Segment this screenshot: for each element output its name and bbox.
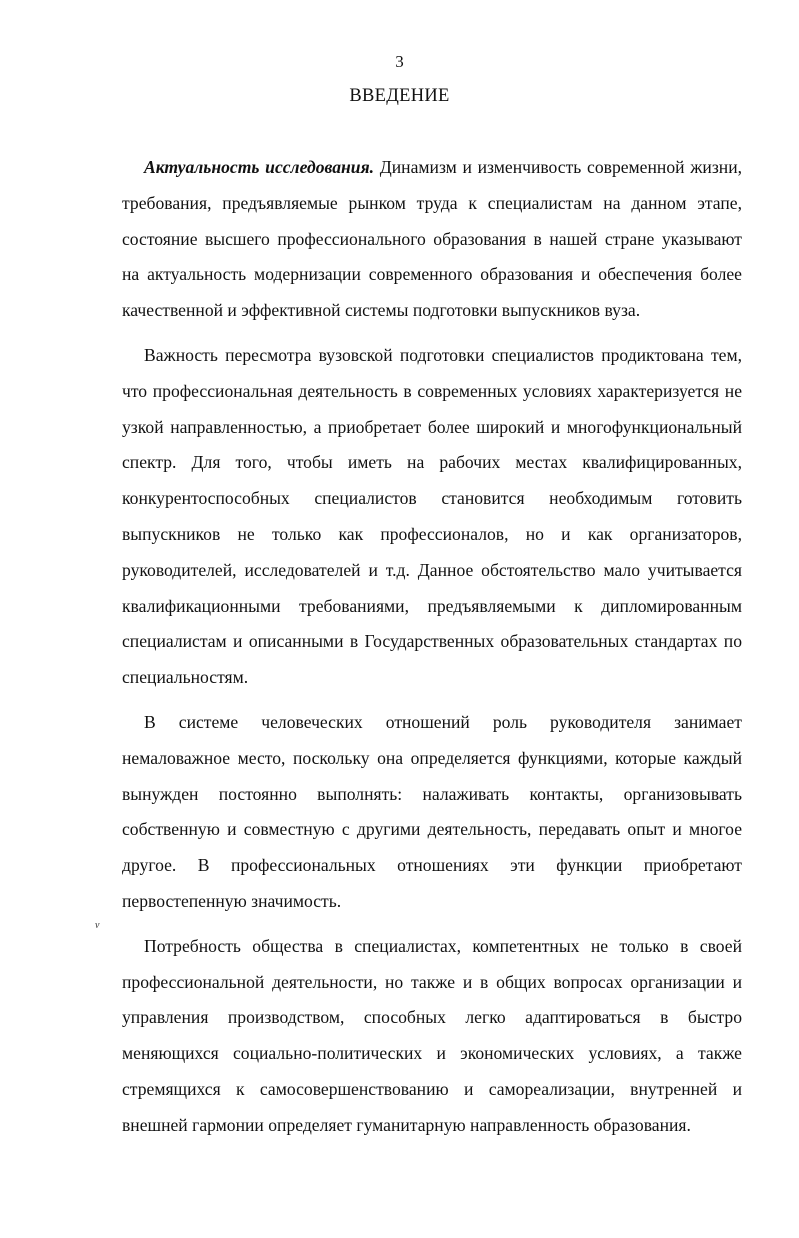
page-number: 3 [395,52,404,71]
margin-mark: v [95,920,100,931]
section-title: ВВЕДЕНИЕ [349,86,450,106]
paragraph-text: Динамизм и изменчивость современной жизни, требования, предъявляемые рынком труда к специалистам на данном этапе, состояние высшего профессионального образования в нашей стране указывают на актуальность модернизации современного образования и обеспечения более качественной и эффективной системы подготовки выпускников вуза. [122,157,743,321]
paragraph-text: Потребность общества в специалистах, компетентных не только в своей профессиональной деятельности, но также и в общих вопросах организации и управления производством, способных легко адаптироваться в быстро меняющихся социально-политических и экономических условиях, а также стремящихся к самосовершенствованию и самореализации, внутренней и внешней гармонии определяет гуманитарную направленность образования. [122,935,742,1135]
paragraph-society-need [122,929,742,1144]
document-body [122,150,742,1153]
paragraph-text: Важность пересмотра вузовской подготовки специалистов продиктована тем, что профессиональная деятельность в современных условиях характеризуется не узкой направленностью, а приобретает более широкий и многофункциональный спектр. Для того, чтобы иметь на рабочих местах квалифицированных, конкурентоспособных специалистов становится необходимым готовить выпускников не только как профессионалов, но и как организаторов, руководителей, исследователей и т.д. Данное обстоятельство мало учитывается квалификационными требованиями, предъявляемыми к дипломированным специалистам и описанными в Государственных образовательных стандартах по специальностям. [122,344,742,688]
paragraph-training-review [122,338,742,696]
paragraph-lead: Актуальность исследования. [144,157,375,177]
paragraph-leader-role [122,705,742,920]
paragraph-text: В системе человеческих отношений роль руководителя занимает немаловажное место, поскольку она определяется функциями, которые каждый вынужден постоянно выполнять: налаживать контакты, организовывать собственную и совместную с другими деятельность, передавать опыт и многое другое. В профессиональных отношениях эти функции приобретают первостепенную значимость. [122,711,742,911]
paragraph-relevance [122,150,742,329]
